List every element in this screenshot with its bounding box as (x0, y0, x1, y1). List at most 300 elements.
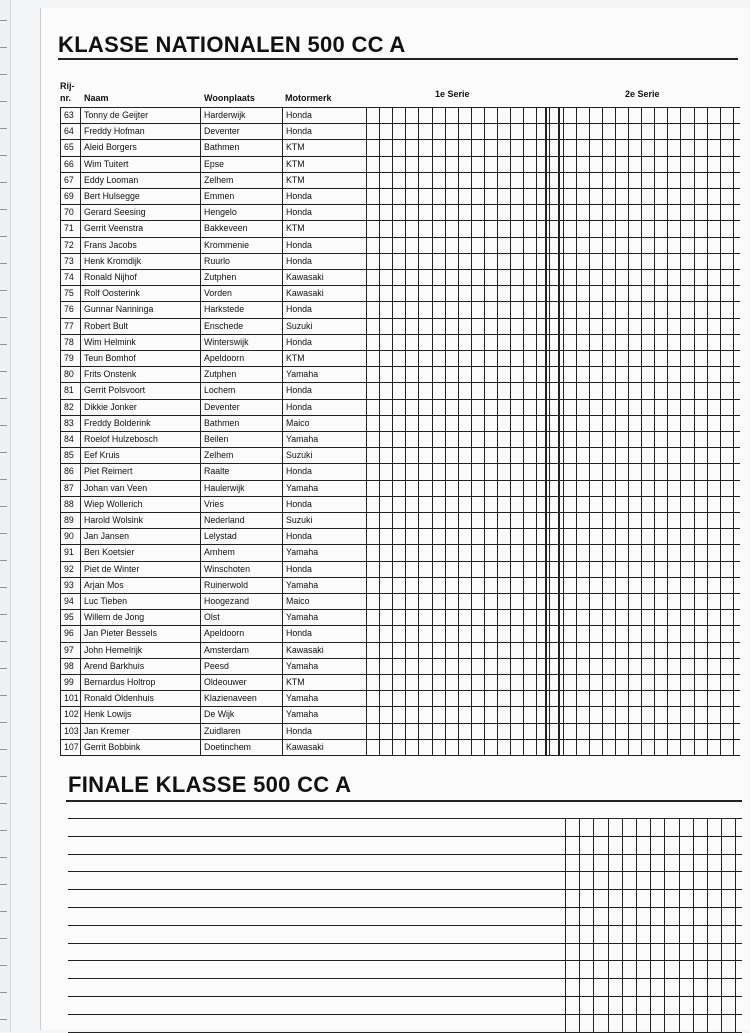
row-line (60, 318, 740, 319)
rider-name: Freddy Hofman (84, 126, 145, 137)
rider-motorbike-brand: KTM (286, 142, 305, 153)
score-column-line (654, 107, 655, 755)
row-line (60, 204, 740, 205)
rider-motorbike-brand: KTM (286, 158, 305, 169)
rider-residence: Harderwijk (204, 110, 246, 120)
finale-title: FINALE KLASSE 500 CC A (68, 772, 352, 797)
row-line (60, 593, 740, 594)
row-line (60, 431, 740, 432)
rider-residence: Winterswijk (204, 336, 249, 347)
margin-tick (0, 857, 7, 858)
rider-number: 78 (64, 336, 74, 347)
score-column-line (680, 107, 681, 755)
row-line (60, 447, 740, 448)
rider-motorbike-brand: Honda (286, 531, 312, 542)
rider-name: Arjan Mos (84, 579, 124, 590)
rider-name: Wim Tuitert (84, 158, 129, 169)
rider-residence: Beilen (204, 434, 229, 444)
rider-residence: Hoogezand (204, 596, 249, 606)
margin-tick (0, 965, 7, 966)
row-line (60, 107, 740, 108)
row-line (60, 399, 740, 400)
margin-tick (0, 425, 7, 426)
rider-residence: Winschoten (204, 563, 250, 574)
rider-number: 83 (64, 417, 74, 428)
rider-residence: Haulerwijk (204, 482, 245, 493)
rider-name: Aleid Borgers (84, 142, 137, 153)
rider-motorbike-brand: Honda (286, 466, 312, 477)
finale-score-column-line (593, 818, 594, 1032)
row-line (60, 674, 740, 675)
rider-residence: Hengelo (204, 207, 237, 218)
rider-residence: Deventer (204, 126, 240, 137)
rider-name: Arend Barkhuis (84, 660, 145, 671)
score-column-line (432, 107, 433, 755)
finale-row-line (68, 889, 742, 890)
rider-residence: Apeldoorn (204, 628, 245, 639)
row-line (60, 480, 740, 481)
finale-row-line (68, 907, 742, 908)
rider-name: Jan Pieter Bessels (84, 628, 157, 639)
score-column-line (523, 107, 524, 755)
rider-residence: Lelystad (204, 531, 237, 542)
rider-number: 73 (64, 255, 74, 266)
margin-tick (0, 884, 7, 885)
rider-name: Ben Koetsier (84, 547, 135, 558)
finale-row-line (68, 978, 742, 979)
finale-score-column-line (608, 818, 609, 1032)
rider-name: Gerrit Veenstra (84, 223, 144, 234)
rider-number: 103 (64, 725, 79, 736)
rider-name: Gerrit Polsvoort (84, 385, 146, 396)
rider-motorbike-brand: Honda (286, 336, 312, 347)
rider-name: Ronald Oldenhuis (84, 693, 154, 704)
row-line (60, 609, 740, 610)
rider-motorbike-brand: Honda (286, 498, 312, 509)
rider-motorbike-brand: Honda (286, 239, 312, 250)
score-column-line (379, 107, 380, 755)
rider-motorbike-brand: Maico (286, 417, 310, 428)
row-line (60, 642, 740, 643)
rider-motorbike-brand: Honda (286, 191, 312, 201)
column-line (366, 107, 367, 755)
rider-name: Robert Bult (84, 320, 129, 331)
score-column-line (458, 107, 459, 755)
rider-name: Piet de Winter (84, 563, 140, 574)
rider-residence: Enschede (204, 320, 244, 331)
rider-number: 70 (64, 207, 74, 218)
score-column-line (497, 107, 498, 755)
finale-row-line (68, 836, 742, 837)
header-rijnr-line2: nr. (60, 93, 72, 103)
rider-motorbike-brand: Suzuki (286, 515, 313, 525)
margin-tick (0, 209, 7, 210)
margin-tick (0, 776, 7, 777)
rider-residence: Raalte (204, 466, 230, 477)
finale-row-line (68, 1014, 742, 1015)
row-line (60, 301, 740, 302)
rider-motorbike-brand: Suzuki (286, 320, 313, 331)
rider-residence: Zuidlaren (204, 725, 241, 736)
margin-tick (0, 128, 7, 129)
rider-name: Bert Hulsegge (84, 191, 140, 201)
margin-tick (0, 182, 7, 183)
margin-tick (0, 47, 7, 48)
rider-name: Dikkie Jonker (84, 401, 137, 412)
score-column-line (484, 107, 485, 755)
margin-tick (0, 587, 7, 588)
row-line (60, 561, 740, 562)
rider-number: 66 (64, 158, 74, 169)
row-line (60, 220, 740, 221)
margin-tick (0, 749, 7, 750)
margin-tick (0, 641, 7, 642)
row-line (60, 156, 740, 157)
margin-tick (0, 398, 7, 399)
rider-name: Tonny de Geijter (84, 110, 149, 120)
rider-number: 93 (64, 579, 74, 590)
finale-score-column-line (664, 818, 665, 1032)
rider-name: Jan Jansen (84, 531, 129, 542)
score-column-line (445, 107, 446, 755)
score-column-line (615, 107, 616, 755)
row-line (60, 706, 740, 707)
finale-score-column-line (721, 818, 722, 1032)
margin-tick (0, 479, 7, 480)
margin-tick (0, 452, 7, 453)
row-line (60, 382, 740, 383)
rider-number: 89 (64, 515, 74, 525)
rider-motorbike-brand: Yamaha (286, 579, 319, 590)
rider-motorbike-brand: Honda (286, 628, 312, 639)
rider-residence: Zutphen (204, 369, 237, 380)
column-line (80, 107, 81, 755)
finale-score-column-line (735, 818, 736, 1032)
header-motormerk: Motormerk (285, 93, 332, 103)
rider-residence: Doetinchem (204, 741, 251, 752)
score-column-line (628, 107, 629, 755)
margin-tick (0, 371, 7, 372)
rider-motorbike-brand: Honda (286, 563, 312, 574)
rider-number: 92 (64, 563, 74, 574)
rider-name: Gerard Seesing (84, 207, 146, 218)
finale-score-column-line (579, 818, 580, 1032)
rider-motorbike-brand: Suzuki (286, 450, 313, 461)
rider-name: Wiep Wollerich (84, 498, 143, 509)
rider-motorbike-brand: Yamaha (286, 660, 319, 671)
score-column-line (667, 107, 668, 755)
rider-motorbike-brand: Yamaha (286, 693, 319, 704)
margin-tick (0, 938, 7, 939)
rider-residence: Deventer (204, 401, 240, 412)
finale-row-line (68, 818, 742, 819)
rider-number: 64 (64, 126, 74, 137)
rider-residence: Ruinerwold (204, 579, 249, 590)
margin-tick (0, 20, 7, 21)
rider-motorbike-brand: Kawasaki (286, 288, 324, 299)
rider-number: 91 (64, 547, 74, 558)
row-line (60, 269, 740, 270)
header-serie-1: 1e Serie (435, 89, 470, 99)
score-column-line (563, 107, 564, 755)
rider-name: Eef Kruis (84, 450, 120, 461)
rider-number: 97 (64, 644, 74, 655)
row-line (60, 658, 740, 659)
rider-name: Bernardus Holtrop (84, 677, 156, 687)
score-column-line (418, 107, 419, 755)
rider-number: 84 (64, 434, 74, 444)
rider-number: 79 (64, 353, 74, 363)
rider-number: 81 (64, 385, 74, 396)
rider-number: 76 (64, 304, 74, 315)
margin-tick (0, 560, 7, 561)
rider-name: Luc Tieben (84, 596, 128, 606)
rider-motorbike-brand: Yamaha (286, 369, 319, 380)
serie-divider (558, 107, 560, 755)
rider-residence: Emmen (204, 191, 235, 201)
margin-tick (0, 992, 7, 993)
header-rijnr-line1: Rij- (60, 81, 75, 91)
rider-motorbike-brand: Honda (286, 255, 312, 266)
rider-name: Johan van Veen (84, 482, 148, 493)
rider-residence: Zelhem (204, 450, 234, 461)
finale-score-column-line (622, 818, 623, 1032)
rider-number: 107 (64, 741, 79, 752)
rider-number: 85 (64, 450, 74, 461)
rider-motorbike-brand: Yamaha (286, 434, 319, 444)
row-line (60, 755, 740, 756)
rider-residence: Vorden (204, 288, 232, 299)
margin-tick (0, 101, 7, 102)
score-column-line (471, 107, 472, 755)
row-line (60, 172, 740, 173)
rider-number: 75 (64, 288, 74, 299)
row-line (60, 723, 740, 724)
row-line (60, 366, 740, 367)
rider-motorbike-brand: Yamaha (286, 612, 319, 623)
rider-residence: Klazienaveen (204, 693, 257, 704)
margin-tick (0, 668, 7, 669)
score-column-line (694, 107, 695, 755)
rider-motorbike-brand: KTM (286, 353, 305, 363)
rider-name: Wim Helmink (84, 336, 136, 347)
row-line (60, 528, 740, 529)
rider-name: Frans Jacobs (84, 239, 137, 250)
section-title: KLASSE NATIONALEN 500 CC A (58, 32, 406, 57)
column-line (282, 107, 283, 755)
margin-tick (0, 236, 7, 237)
margin-tick (0, 263, 7, 264)
row-line (60, 690, 740, 691)
margin-tick (0, 803, 7, 804)
margin-tick (0, 155, 7, 156)
rider-motorbike-brand: Honda (286, 304, 312, 315)
rider-number: 77 (64, 320, 74, 331)
rider-name: Henk Kromdijk (84, 255, 142, 266)
row-line (60, 188, 740, 189)
rider-number: 69 (64, 191, 74, 201)
rider-motorbike-brand: KTM (286, 223, 305, 234)
rider-number: 74 (64, 272, 74, 282)
margin-tick (0, 506, 7, 507)
binder-margin (0, 0, 11, 1032)
finale-row-line (68, 854, 742, 855)
rider-name: Frits Onstenk (84, 369, 137, 380)
row-line (60, 415, 740, 416)
rider-residence: De Wijk (204, 709, 235, 720)
margin-tick (0, 290, 7, 291)
rider-motorbike-brand: Kawasaki (286, 644, 324, 655)
rider-motorbike-brand: Maico (286, 596, 310, 606)
finale-row-line (68, 943, 742, 944)
finale-score-column-line (650, 818, 651, 1032)
finale-underline (66, 800, 742, 802)
row-line (60, 123, 740, 124)
rider-residence: Krommenie (204, 239, 249, 250)
rider-name: Teun Bomhof (84, 353, 136, 363)
rider-motorbike-brand: Honda (286, 126, 312, 137)
margin-tick (0, 614, 7, 615)
row-line (60, 285, 740, 286)
score-column-line (510, 107, 511, 755)
rider-number: 71 (64, 223, 74, 234)
row-line (60, 334, 740, 335)
rider-residence: Peesd (204, 660, 229, 671)
rider-name: Harold Wolsink (84, 515, 143, 525)
row-line (60, 463, 740, 464)
score-column-line (733, 107, 734, 755)
rider-number: 88 (64, 498, 74, 509)
rider-residence: Zutphen (204, 272, 237, 282)
rider-residence: Arnhem (204, 547, 235, 558)
finale-score-column-line (707, 818, 708, 1032)
rider-residence: Apeldoorn (204, 353, 245, 363)
rider-motorbike-brand: Yamaha (286, 709, 319, 720)
title-underline (58, 58, 738, 60)
rider-residence: Oldeouwer (204, 677, 247, 687)
rider-number: 95 (64, 612, 74, 623)
serie-divider (545, 107, 547, 755)
header-naam: Naam (84, 93, 109, 103)
rider-residence: Bathmen (204, 417, 240, 428)
rider-name: Willem de Jong (84, 612, 145, 623)
score-column-line (641, 107, 642, 755)
margin-tick (0, 722, 7, 723)
margin-tick (0, 911, 7, 912)
rider-motorbike-brand: KTM (286, 677, 305, 687)
rider-number: 96 (64, 628, 74, 639)
rider-motorbike-brand: Honda (286, 401, 312, 412)
rider-number: 86 (64, 466, 74, 477)
row-line (60, 350, 740, 351)
rider-number: 87 (64, 482, 74, 493)
rider-residence: Vries (204, 498, 224, 509)
rider-name: Jan Kremer (84, 725, 130, 736)
column-line (60, 107, 61, 755)
finale-score-column-line (565, 818, 566, 1032)
margin-tick (0, 317, 7, 318)
score-column-line (392, 107, 393, 755)
rider-name: Roelof Hulzebosch (84, 434, 158, 444)
finale-score-column-line (679, 818, 680, 1032)
program-page (40, 8, 749, 1030)
rider-motorbike-brand: Honda (286, 725, 312, 736)
row-line (60, 253, 740, 254)
finale-row-line (68, 871, 742, 872)
margin-tick (0, 695, 7, 696)
score-column-line (549, 107, 550, 755)
rider-residence: Epse (204, 158, 225, 169)
score-column-line (589, 107, 590, 755)
row-line (60, 739, 740, 740)
rider-motorbike-brand: Honda (286, 110, 312, 120)
finale-score-column-line (636, 818, 637, 1032)
finale-row-line (68, 925, 742, 926)
rider-residence: Lochem (204, 385, 236, 396)
rider-number: 63 (64, 110, 74, 120)
rider-name: Eddy Looman (84, 174, 139, 185)
rider-motorbike-brand: Honda (286, 385, 312, 396)
row-line (60, 237, 740, 238)
rider-number: 82 (64, 401, 74, 412)
rider-name: Rolf Oosterink (84, 288, 140, 299)
row-line (60, 496, 740, 497)
finale-score-column-line (693, 818, 694, 1032)
rider-residence: Bakkeveen (204, 223, 248, 234)
rider-number: 90 (64, 531, 74, 542)
rider-name: Gunnar Nanninga (84, 304, 154, 315)
rider-number: 72 (64, 239, 74, 250)
rider-residence: Nederland (204, 515, 245, 525)
row-line (60, 512, 740, 513)
rider-number: 98 (64, 660, 74, 671)
column-line (200, 107, 201, 755)
score-column-line (720, 107, 721, 755)
rider-name: Gerrit Bobbink (84, 741, 141, 752)
rider-motorbike-brand: Kawasaki (286, 741, 324, 752)
rider-motorbike-brand: KTM (286, 174, 305, 185)
rider-name: Ronald Nijhof (84, 272, 137, 282)
row-line (60, 625, 740, 626)
header-woonplaats: Woonplaats (204, 93, 255, 103)
margin-tick (0, 533, 7, 534)
rider-motorbike-brand: Yamaha (286, 547, 319, 558)
finale-row-line (68, 996, 742, 997)
score-column-line (707, 107, 708, 755)
rider-number: 65 (64, 142, 74, 153)
margin-tick (0, 344, 7, 345)
rider-name: John Hemelrijk (84, 644, 143, 655)
rider-residence: Harkstede (204, 304, 245, 315)
rider-residence: Ruurlo (204, 255, 230, 266)
rider-residence: Zelhem (204, 174, 234, 185)
rider-motorbike-brand: Kawasaki (286, 272, 324, 282)
score-column-line (602, 107, 603, 755)
row-line (60, 544, 740, 545)
rider-number: 94 (64, 596, 74, 606)
rider-number: 102 (64, 709, 79, 720)
header-serie-2: 2e Serie (625, 89, 660, 99)
rider-number: 99 (64, 677, 74, 687)
score-column-line (536, 107, 537, 755)
margin-tick (0, 1019, 7, 1020)
rider-residence: Olst (204, 612, 220, 623)
rider-residence: Bathmen (204, 142, 240, 153)
rider-motorbike-brand: Honda (286, 207, 312, 218)
rider-name: Henk Lowijs (84, 709, 132, 720)
row-line (60, 139, 740, 140)
rider-name: Freddy Bolderink (84, 417, 151, 428)
